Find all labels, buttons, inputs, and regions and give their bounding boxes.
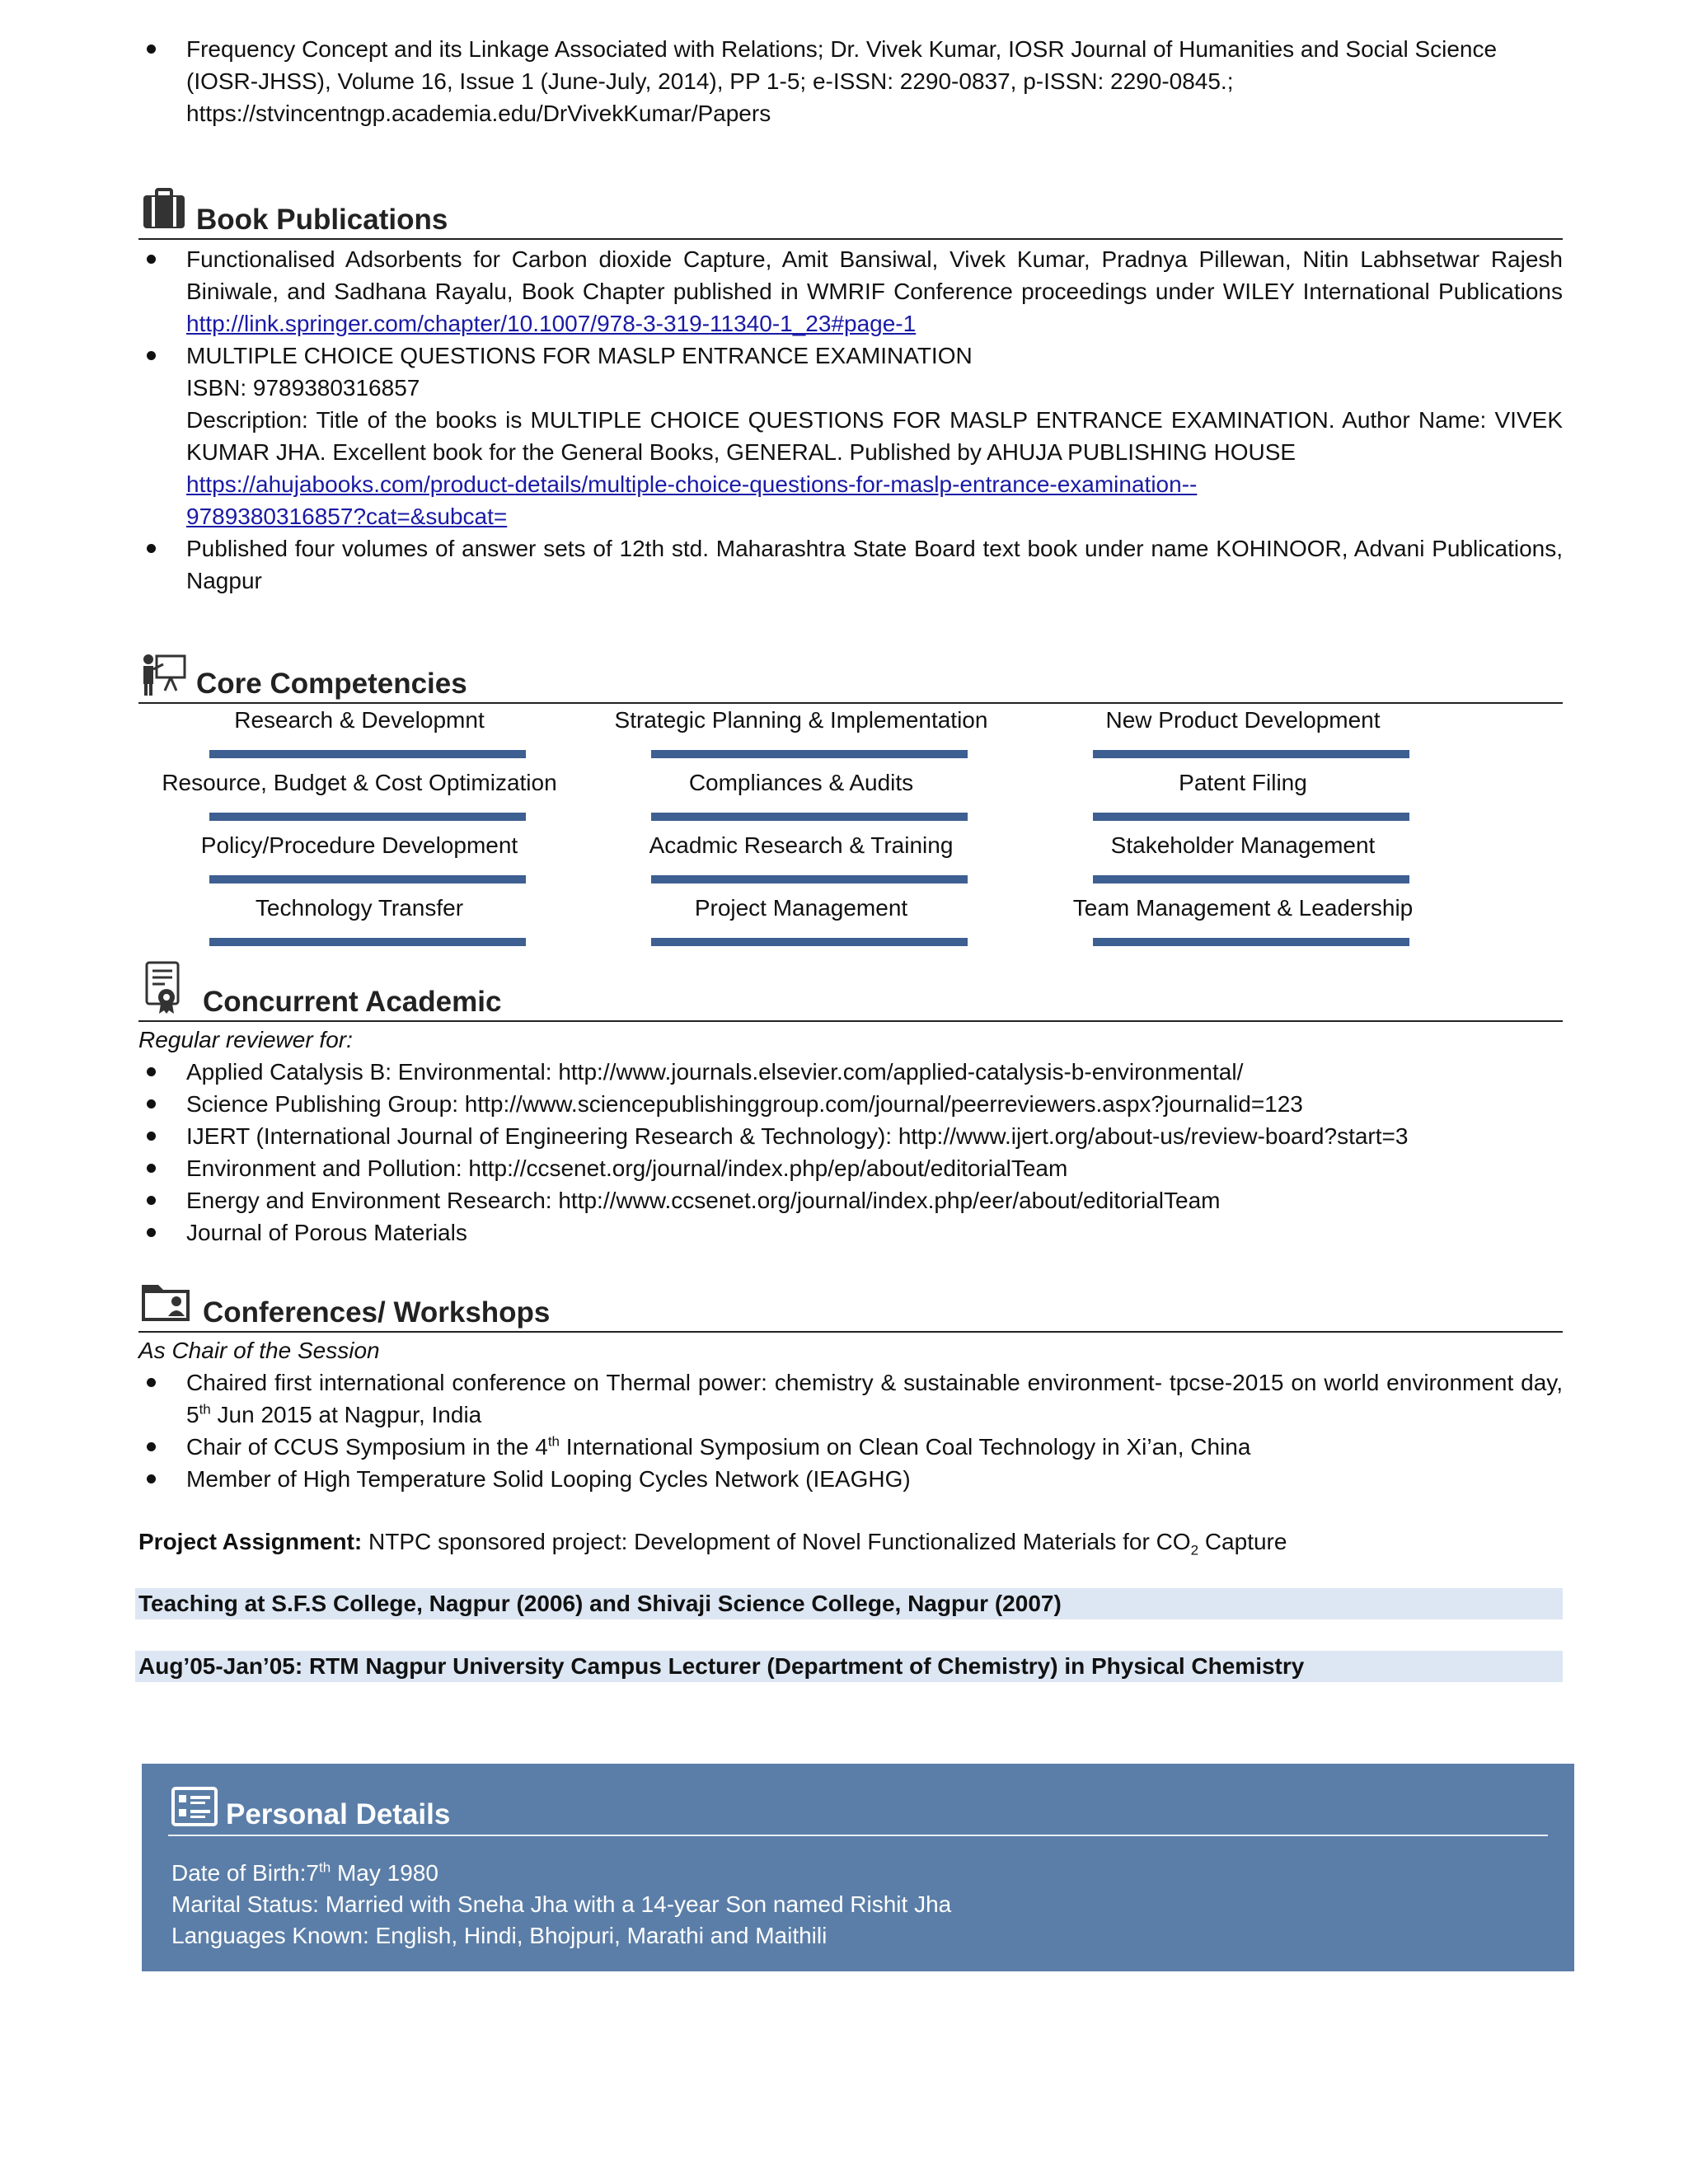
book-isbn: ISBN: 9789380316857 <box>186 375 420 401</box>
lecturer-entry: Aug’05-Jan’05: RTM Nagpur University Campus Lecturer (Department of Chemistry) in Physical Chemistry <box>135 1651 1563 1682</box>
certificate-icon <box>140 961 188 1015</box>
personal-details-header <box>168 1780 1548 1836</box>
teaching-entry: Teaching at S.F.S College, Nagpur (2006) and Shivaji Science College, Nagpur (2007) <box>135 1588 1563 1619</box>
reviewer-list <box>138 1056 1563 1249</box>
marital-status: Marital Status: Married with Sneha Jha with a 14-year Son named Rishit Jha <box>171 1891 952 1917</box>
book-link[interactable]: http://link.springer.com/chapter/10.1007/978-3-319-11340-1_23#page-1 <box>186 311 917 336</box>
section-title: Concurrent Academic <box>203 986 502 1018</box>
competency-item: Research & Developmnt <box>138 704 580 766</box>
competency-item: Strategic Planning & Implementation <box>580 704 1022 766</box>
book-description: Description: Title of the books is MULTIPLE CHOICE QUESTIONS FOR MASLP ENTRANCE EXAMINATION. Author Name: VIVEK KUMAR JHA. Excellent book for the General Books, GENERAL. Published by AHUJA PUBLISHING HOUSE <box>186 407 1563 465</box>
briefcase-icon <box>140 185 188 233</box>
list-item: Chaired first international conference on Thermal power: chemistry & sustainable environment- tpcse-2015 on world environment day, 5th Jun 2015 at Nagpur, India <box>138 1366 1563 1431</box>
book-link-cont[interactable]: 9789380316857?cat=&subcat= <box>186 504 508 529</box>
personal-details-body <box>171 1858 951 1952</box>
resume-page <box>138 33 1563 1682</box>
list-item: Applied Catalysis B: Environmental: http://www.journals.elsevier.com/applied-catalysis-b-environmental/ <box>138 1056 1563 1088</box>
competency-item: Stakeholder Management <box>1022 829 1464 892</box>
competency-item: Project Management <box>580 892 1022 954</box>
list-item: Frequency Concept and its Linkage Associated with Relations; Dr. Vivek Kumar, IOSR Journal of Humanities and Social Science (IOSR-JHSS), Volume 16, Issue 1 (June-July, 2014), PP 1-5; e-ISSN: 2290-0837, p-ISSN: 2290-0845.; https://stvincentngp.academia.edu/DrVivekKumar/Papers <box>138 33 1564 129</box>
competency-item: Technology Transfer <box>138 892 580 954</box>
competencies-grid <box>138 704 1563 954</box>
competency-item: Team Management & Leadership <box>1022 892 1464 954</box>
folder-person-icon <box>140 1278 195 1326</box>
core-competencies-header <box>138 648 1563 704</box>
date-of-birth: Date of Birth:7th May 1980 <box>171 1859 438 1886</box>
section-title: Core Competencies <box>196 668 467 700</box>
list-item: Energy and Environment Research: http://www.ccsenet.org/journal/index.php/eer/about/editorialTeam <box>138 1184 1563 1216</box>
presentation-icon <box>140 649 188 697</box>
competency-item: New Product Development <box>1022 704 1464 766</box>
competency-item: Resource, Budget & Cost Optimization <box>138 766 580 829</box>
list-item: Published four volumes of answer sets of 12th std. Maharashtra State Board text book under name KOHINOOR, Advani Publications, Nagpur <box>138 532 1563 597</box>
personal-details-box <box>142 1764 1574 1971</box>
list-item: IJERT (International Journal of Engineering Research & Technology): http://www.ijert.org/about-us/review-board?start=3 <box>138 1120 1563 1152</box>
section-title: Personal Details <box>226 1798 451 1830</box>
book-link[interactable]: https://ahujabooks.com/product-details/multiple-choice-questions-for-maslp-entrance-examination-- <box>186 471 1198 497</box>
conferences-list <box>138 1366 1563 1495</box>
competency-item: Policy/Procedure Development <box>138 829 580 892</box>
list-item <box>138 340 1563 532</box>
book-text: Functionalised Adsorbents for Carbon dioxide Capture, Amit Bansiwal, Vivek Kumar, Pradnya Pillewan, Nitin Labhsetwar Rajesh Biniwale, and Sadhana Rayalu, Book Chapter published in WMRIF Conference proceedings under WILEY International Publications <box>186 246 1563 304</box>
conferences-header <box>138 1273 1563 1333</box>
competency-item: Compliances & Audits <box>580 766 1022 829</box>
project-assignment: Project Assignment: NTPC sponsored project: Development of Novel Functionalized Materials for $CO_2$ Capture <box>138 1529 1287 1558</box>
section-title: Book Publications <box>196 204 448 236</box>
conferences-subtitle: As Chair of the Session <box>138 1338 380 1363</box>
list-item: Science Publishing Group: http://www.sciencepublishinggroup.com/journal/peerreviewers.aspx?journalid=123 <box>138 1088 1563 1120</box>
list-item: Member of High Temperature Solid Looping Cycles Network (IEAGHG) <box>138 1463 1563 1495</box>
id-card-icon <box>171 1787 218 1826</box>
languages-known: Languages Known: English, Hindi, Bhojpuri, Marathi and Maithili <box>171 1923 828 1948</box>
book-list <box>138 243 1563 597</box>
competency-item: Patent Filing <box>1022 766 1464 829</box>
book-title: MULTIPLE CHOICE QUESTIONS FOR MASLP ENTRANCE EXAMINATION <box>186 343 973 368</box>
section-title: Conferences/ Workshops <box>203 1296 551 1329</box>
reviewer-subtitle: Regular reviewer for: <box>138 1027 353 1052</box>
list-item: Environment and Pollution: http://ccsenet.org/journal/index.php/ep/about/editorialTeam <box>138 1152 1563 1184</box>
list-item: Journal of Porous Materials <box>138 1216 1563 1249</box>
list-item: Chair of CCUS Symposium in the 4th International Symposium on Clean Coal Technology in Xi’an, China <box>138 1431 1563 1463</box>
competency-item: Acadmic Research & Training <box>580 829 1022 892</box>
concurrent-academic-header <box>138 958 1563 1022</box>
book-publications-header <box>138 180 1563 240</box>
list-item <box>138 243 1563 340</box>
publications-list <box>138 33 1564 129</box>
